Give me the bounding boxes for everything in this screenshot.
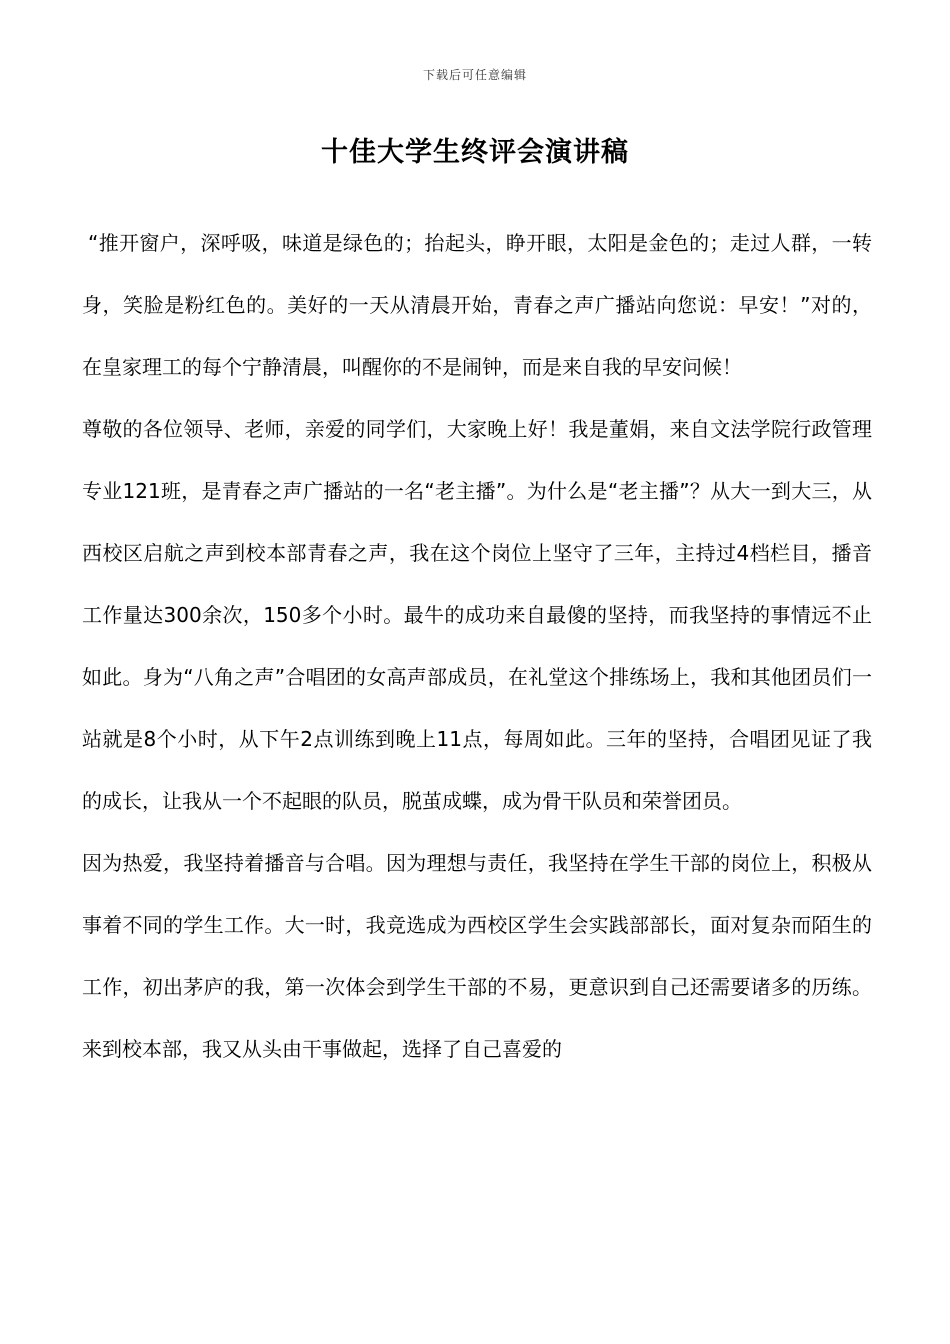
paragraph: 尊敬的各位领导、老师，亲爱的同学们，大家晚上好！我是董娟，来自文法学院行政管理专业121班，是青春之声广播站的一名“老主播”。为什么是“老主播”？从大一到大三，从西校区启航之声到校本部青春之声，我在这个岗位上坚守了三年，主持过4档栏目，播音工作量达300余次，150多个小时。最牛的成功来自最傻的坚持，而我坚持的事情远不止如此。身为“八角之声”合唱团的女高声部成员，在礼堂这个排练场上，我和其他团员们一站就是8个小时，从下午2点训练到晚上11点，每周如此。三年的坚持，合唱团见证了我的成长，让我从一个不起眼的队员，脱茧成蝶，成为骨干队员和荣誉团员。: [82, 417, 872, 813]
header-note: 下载后可任意编辑: [422, 68, 527, 82]
document-title: 十佳大学生终评会演讲稿: [321, 137, 629, 168]
document-body: [82, 212, 872, 1080]
paragraph: “推开窗户，深呼吸，味道是绿色的；抬起头，睁开眼，太阳是金色的；走过人群，一转身，笑脸是粉红色的。美好的一天从清晨开始，青春之声广播站向您说：早安！”对的，在皇家理工的每个宁静清晨，叫醒你的不是闹钟，而是来自我的早安问候！: [82, 231, 872, 379]
paragraph: 因为热爱，我坚持着播音与合唱。因为理想与责任，我坚持在学生干部的岗位上，积极从事着不同的学生工作。大一时，我竞选成为西校区学生会实践部部长，面对复杂而陌生的工作，初出茅庐的我，第一次体会到学生干部的不易，更意识到自己还需要诸多的历练。来到校本部，我又从头由干事做起，选择了自己喜爱的: [82, 851, 872, 1061]
